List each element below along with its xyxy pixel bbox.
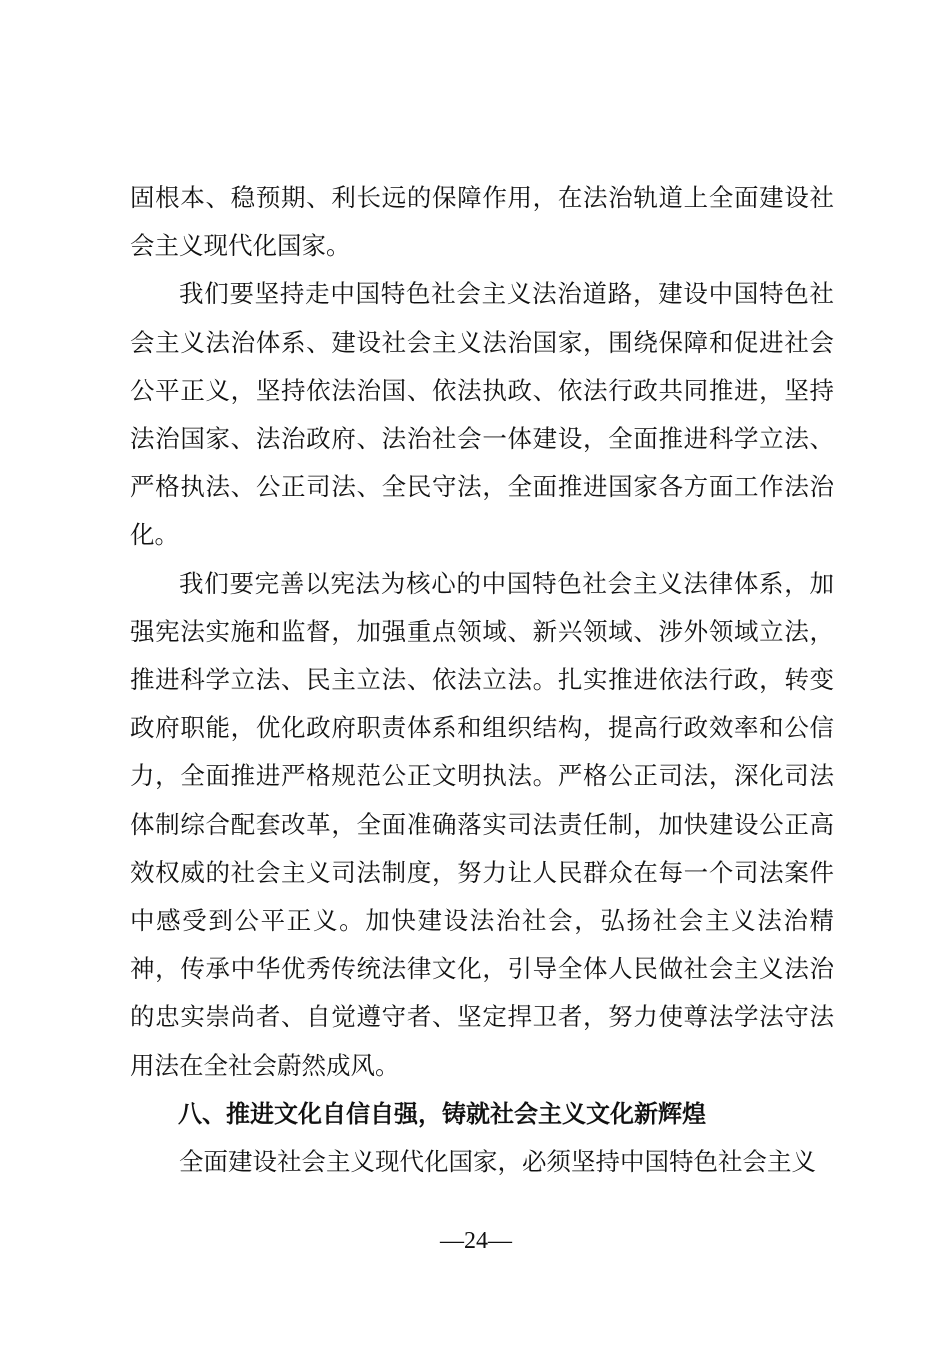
paragraph-continued: 固根本、稳预期、利长远的保障作用，在法治轨道上全面建设社会主义现代化国家。 [130, 183, 834, 261]
paragraph-culture-intro: 全面建设社会主义现代化国家，必须坚持中国特色社会主义 [179, 1147, 816, 1177]
paragraph-rule-of-law-path: 我们要坚持走中国特色社会主义法治道路，建设中国特色社会主义法治体系、建设社会主义法治国家，围绕保障和促进社会公平正义，坚持依法治国、依法执政、依法行政共同推进，坚持法治国家、法治政府、法治社会一体建设，全面推进科学立法、严格执法、公正司法、全民守法，全面推进国家各方面工作法治化。 [130, 279, 834, 550]
section-heading: 八、推进文化自信自强，铸就社会主义文化新辉煌 [178, 1099, 706, 1128]
page-number: —24— [440, 1228, 512, 1254]
paragraph-legal-system: 我们要完善以宪法为核心的中国特色社会主义法律体系，加强宪法实施和监督，加强重点领域、新兴领域、涉外领域立法，推进科学立法、民主立法、依法立法。扎实推进依法行政，转变政府职能，优化政府职责体系和组织结构，提高行政效率和公信力，全面推进严格规范公正文明执法。严格公正司法，深化司法体制综合配套改革，全面准确落实司法责任制，加快建设公正高效权威的社会主义司法制度，努力让人民群众在每一个司法案件中感受到公平正义。加快建设法治社会，弘扬社会主义法治精神，传承中华优秀传统法律文化，引导全体人民做社会主义法治的忠实崇尚者、自觉遵守者、坚定捍卫者，努力使尊法学法守法用法在全社会蔚然成风。 [130, 568, 834, 1080]
document-body [130, 174, 834, 1186]
